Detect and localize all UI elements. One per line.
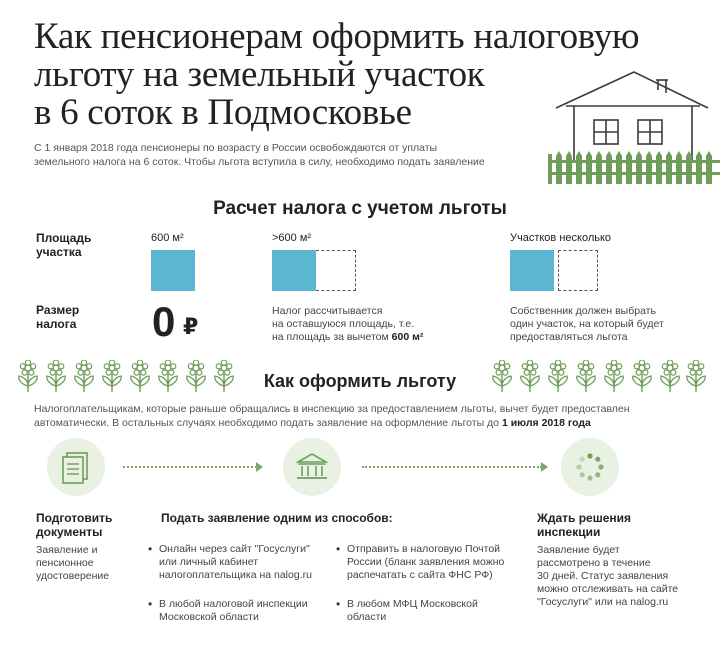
option-line: • В любом МФЦ Московской [347, 598, 478, 610]
step3-text [537, 544, 678, 609]
step-text-line: "Госуслуги" или на nalog.ru [537, 596, 669, 608]
step2-title: Подать заявление одним из способов: [161, 511, 393, 525]
arrow-head-icon [256, 462, 263, 472]
note-bold: 600 м² [391, 331, 424, 343]
col3-note [510, 305, 664, 344]
step-text-line: Заявление и [36, 544, 98, 556]
step1-text [36, 544, 109, 583]
flow-arrow-line [123, 466, 257, 468]
col2-head: >600 м² [272, 232, 312, 244]
plot-square-icon [272, 250, 316, 291]
second-plot-dashed-icon [558, 250, 598, 291]
how-section-title [0, 371, 720, 392]
step-text-line: пенсионное [36, 557, 94, 569]
house-icon [548, 66, 720, 188]
info-line [34, 416, 684, 430]
option-line: распечатать с сайта ФНС РФ) [347, 569, 493, 581]
step-text-line: можно отслеживать на сайте [537, 583, 679, 595]
option-line: Московской области [159, 611, 259, 623]
step-title-line: инспекции [537, 525, 601, 539]
step1-title [36, 511, 112, 539]
intro-line: С 1 января 2018 года пенсионеры по возрасту в России освобождаются от уплаты [34, 142, 438, 154]
step-text-line: удостоверение [36, 570, 110, 582]
step-title-line: документы [36, 525, 103, 539]
step2-option-post [336, 543, 504, 582]
area-label-line: участка [36, 245, 82, 259]
currency-symbol: ₽ [183, 314, 199, 339]
loading-spinner-icon [561, 438, 619, 496]
option-line: • Отправить в налоговую Почтой [347, 543, 501, 555]
calc-section-title: Расчет налога с учетом льготы [213, 198, 507, 219]
plot-square-icon [151, 250, 195, 291]
note-text: на площадь за вычетом [272, 331, 392, 343]
option-line: • Онлайн через сайт "Госуслуги" [159, 543, 310, 555]
flow-arrow-line [362, 466, 542, 468]
note-line: Налог рассчитывается [272, 305, 383, 317]
title-line: в 6 соток в Подмосковье [34, 92, 412, 133]
title-line: льготу на земельный участок [34, 54, 485, 95]
info-text: автоматически. В остальных случаях необходимо подать заявление на оформление льготы до [34, 417, 502, 429]
note-line: Собственник должен выбрать [510, 305, 656, 317]
step-title-line: Ждать решения [537, 511, 632, 525]
tax-label-line: налога [36, 317, 77, 331]
government-building-icon [283, 438, 341, 496]
step3-title [537, 511, 631, 539]
step-title-line: Подготовить [36, 511, 113, 525]
step-text-line: 30 дней. Статус заявления [537, 570, 669, 582]
note-line: предоставляться льгота [510, 331, 628, 343]
documents-icon [47, 438, 105, 496]
option-line: налогоплательщика на nalog.ru [159, 569, 312, 581]
col2-note [272, 305, 423, 344]
info-deadline: 1 июля 2018 года [501, 417, 591, 429]
zero-tax-value: 0 [152, 298, 176, 345]
plot-square-icon [510, 250, 554, 291]
option-line: области [347, 611, 387, 623]
title-line: Как пенсионерам оформить налоговую [34, 16, 640, 57]
intro-text [34, 141, 534, 169]
col3-head: Участков несколько [510, 232, 612, 244]
info-line: Налогоплательщикам, которые раньше обращались в инспекцию за предоставлением льготы, вычет будет предоставлен [34, 403, 630, 415]
step2-option-mfc [336, 598, 478, 624]
tax-label [36, 303, 79, 331]
area-label [36, 231, 91, 259]
step-text-line: рассмотрено в течение [537, 557, 651, 569]
how-title-text: Как оформить льготу [254, 371, 466, 391]
option-line: России (бланк заявления можно [347, 556, 505, 568]
intro-line: земельного налога на 6 соток. Чтобы льгота вступила в силу, необходимо подать заявление [34, 156, 485, 168]
step-text-line: Заявление будет [537, 544, 620, 556]
arrow-head-icon [541, 462, 548, 472]
extra-area-dashed-icon [316, 250, 356, 291]
area-label-line: Площадь [36, 231, 92, 245]
option-line: • В любой налоговой инспекции [159, 598, 308, 610]
note-line: на оставшуюся площадь, т.е. [272, 318, 415, 330]
step2-option-online [148, 543, 312, 582]
tax-label-line: Размер [36, 303, 80, 317]
note-line [272, 331, 423, 344]
note-line: один участок, на который будет [510, 318, 664, 330]
step2-option-inspection [148, 598, 308, 624]
option-line: или личный кабинет [159, 556, 259, 568]
col1-head: 600 м² [151, 232, 184, 244]
how-info-text [34, 402, 684, 430]
